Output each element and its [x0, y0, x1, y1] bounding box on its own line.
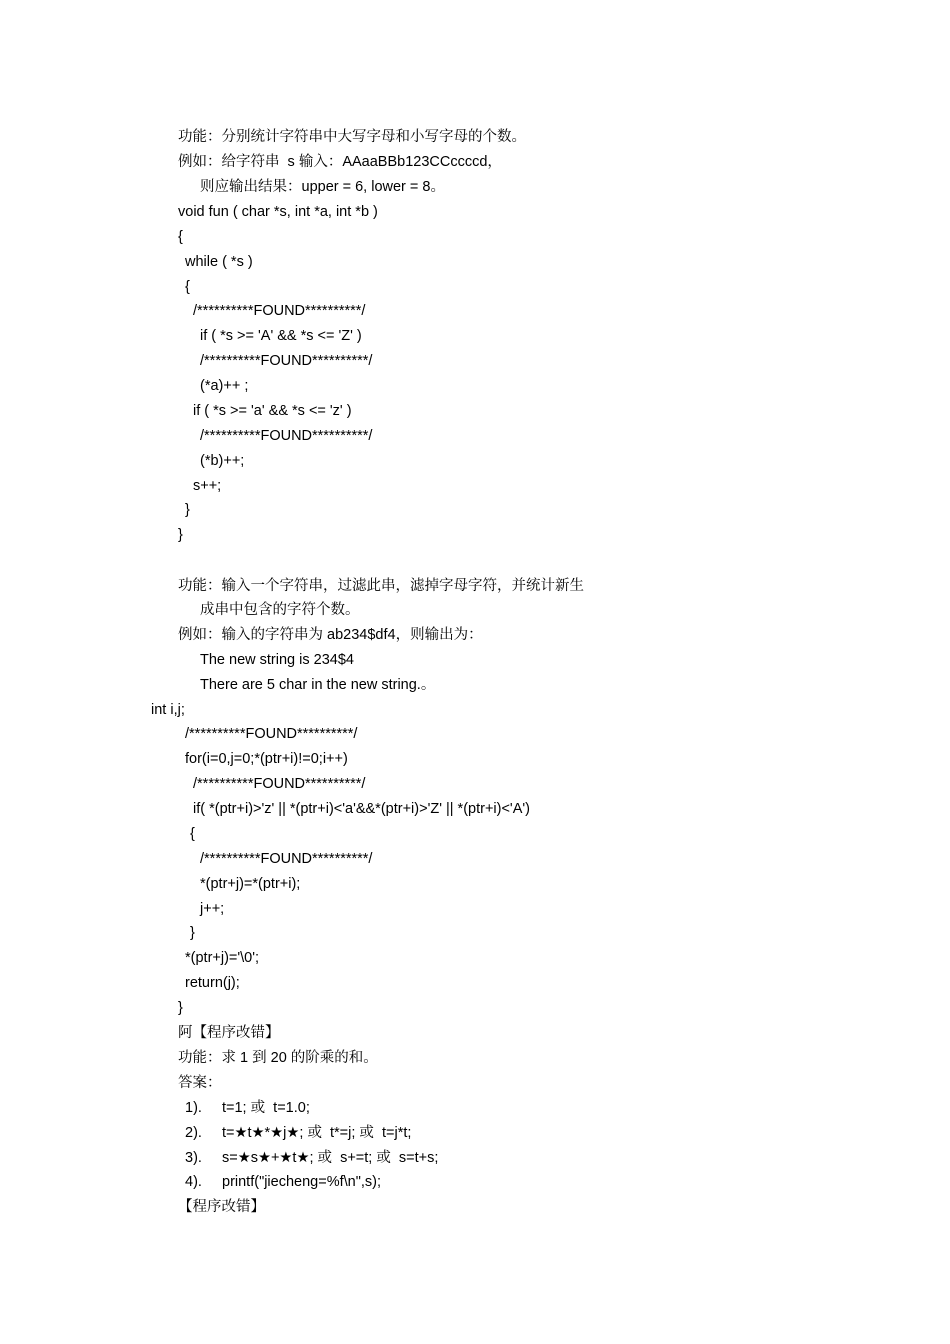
answer-text: printf("jiecheng=%f\n",s); — [222, 1174, 381, 1190]
found-marker: /**********FOUND**********/ — [185, 726, 358, 742]
answer-number: 1). — [185, 1100, 202, 1116]
answer-text: s=★s★+★t★; 或 s+=t; 或 s=t+s; — [222, 1150, 439, 1166]
code-line: while ( *s ) — [185, 254, 253, 270]
code-line: } — [185, 502, 190, 518]
s1-example-text: 例如：给字符串 s 输入：AAaaBBb123CCccccd， — [178, 154, 502, 170]
code-line: (*a)++ ; — [200, 378, 249, 394]
code-line: s++; — [193, 478, 222, 494]
answer-number: 3). — [185, 1150, 202, 1166]
code-line: (*b)++; — [200, 453, 245, 469]
code-line: for(i=0,j=0;*(ptr+i)!=0;i++) — [185, 751, 348, 767]
answer-text: t=1; 或 t=1.0; — [222, 1100, 310, 1116]
code-line: return(j); — [185, 975, 240, 991]
s2-output-line: The new string is 234$4 — [200, 652, 354, 668]
code-line: { — [178, 229, 183, 245]
s2-example-text: 例如：输入的字符串为 ab234$df4，则输出为： — [178, 627, 483, 643]
found-marker: /**********FOUND**********/ — [193, 303, 366, 319]
code-line: int i,j; — [151, 702, 185, 718]
found-marker: /**********FOUND**********/ — [200, 353, 373, 369]
code-line: if( *(ptr+i)>'z' || *(ptr+i)<'a'&&*(ptr+i)>'Z' || *(ptr+i)<'A') — [193, 801, 530, 817]
s3-answer-label: 答案： — [178, 1075, 222, 1091]
code-line: } — [178, 1000, 183, 1016]
s1-function-text: 功能：分别统计字符串中大写字母和小写字母的个数。 — [178, 129, 526, 145]
code-line: } — [190, 925, 195, 941]
s1-output-text: 则应输出结果：upper = 6, lower = 8。 — [200, 179, 445, 195]
s2-function-text-cont: 成串中包含的字符个数。 — [200, 602, 360, 618]
code-line: *(ptr+j)='\0'; — [185, 950, 260, 966]
found-marker: /**********FOUND**********/ — [200, 428, 373, 444]
code-line: if ( *s >= 'A' && *s <= 'Z' ) — [200, 328, 362, 344]
code-line: *(ptr+j)=*(ptr+i); — [200, 876, 301, 892]
found-marker: /**********FOUND**********/ — [200, 851, 373, 867]
s2-function-text: 功能：输入一个字符串，过滤此串，滤掉字母字符，并统计新生 — [178, 578, 584, 594]
code-line: { — [185, 279, 190, 295]
s3-footer-heading: 【程序改错】 — [178, 1199, 265, 1215]
code-line: void fun ( char *s, int *a, int *b ) — [178, 204, 378, 220]
code-line: } — [178, 527, 183, 543]
found-marker: /**********FOUND**********/ — [193, 776, 366, 792]
s2-output-line: There are 5 char in the new string.。 — [200, 677, 436, 693]
answer-number: 2). — [185, 1125, 202, 1141]
code-line: if ( *s >= 'a' && *s <= 'z' ) — [193, 403, 352, 419]
s3-heading: 阿【程序改错】 — [178, 1025, 280, 1041]
answer-number: 4). — [185, 1174, 202, 1190]
s3-function-text: 功能：求 1 到 20 的阶乘的和。 — [178, 1050, 378, 1066]
answer-text: t=★t★*★j★; 或 t*=j; 或 t=j*t; — [222, 1125, 412, 1141]
code-line: j++; — [200, 901, 225, 917]
code-line: { — [190, 826, 195, 842]
